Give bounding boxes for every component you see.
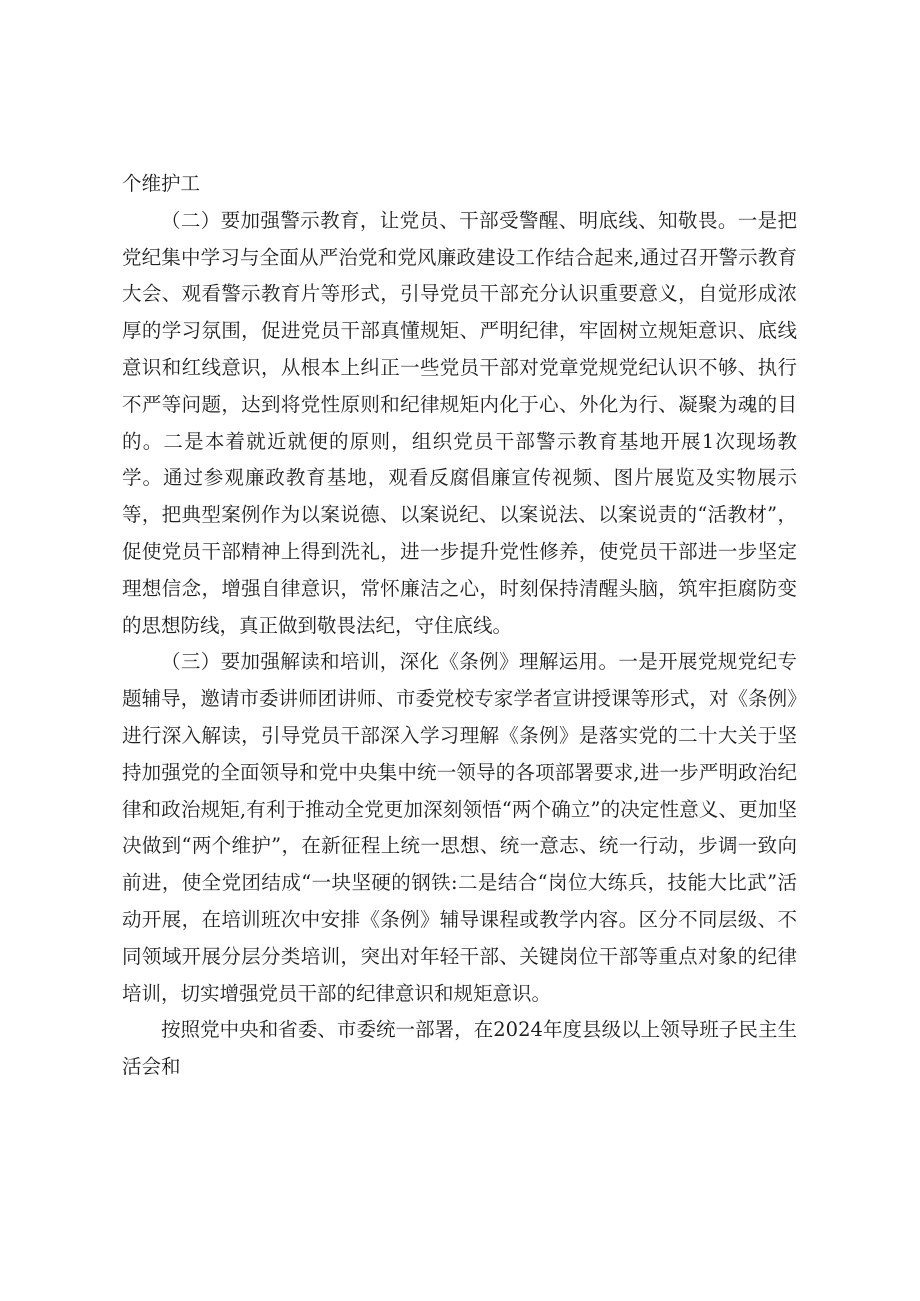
document-body xyxy=(122,166,797,1086)
paragraph-4: 按照党中央和省委、市委统一部署，在2024年度县级以上领导班子民主生活会和 xyxy=(122,1018,797,1079)
paragraph-3: （三）要加强解读和培训，深化《条例》理解运用。一是开展党规党纪专题辅导，邀请市委讲师团讲师、市委党校专家学者宣讲授课等形式，对《条例》进行深入解读，引导党员干部深入学习理解《条例》是落实党的二十大关于坚持加强党的全面领导和党中央集中统一领导的各项部署要求,进一步严明政治纪律和政治规矩,有利于推动全党更加深刻领悟“两个确立”的决定性意义、更加坚决做到“两个维护”，在新征程上统一思想、统一意志、统一行动，步调一致向前进，使全党团结成“一块坚硬的钢铁:二是结合“岗位大练兵，技能大比武”活动开展，在培训班次中安排《条例》辅导课程或教学内容。区分不同层级、不同领域开展分层分类培训，突出对年轻干部、关键岗位干部等重点对象的纪律培训，切实增强党员干部的纪律意识和规矩意识。 xyxy=(122,650,797,1005)
paragraph-2: （二）要加强警示教育，让党员、干部受警醒、明底线、知敬畏。一是把党纪集中学习与全面从严治党和党风廉政建设工作结合起来,通过召开警示教育大会、观看警示教育片等形式，引导党员干部充分认识重要意义，自觉形成浓厚的学习氛围，促进党员干部真懂规矩、严明纪律，牢固树立规矩意识、底线意识和红线意识，从根本上纠正一些党员干部对党章党规党纪认识不够、执行不严等问题，达到将党性原则和纪律规矩内化于心、外化为行、凝聚为魂的目的。二是本着就近就便的原则，组织党员干部警示教育基地开展1次现场教学。通过参观廉政教育基地，观看反腐倡廉宣传视频、图片展览及实物展示等，把典型案例作为以案说德、以案说纪、以案说法、以案说责的“活教材”，促使党员干部精神上得到洗礼，进一步提升党性修养，使党员干部进一步坚定理想信念，增强自律意识，常怀廉洁之心，时刻保持清醒头脑，筑牢拒腐防变的思想防线，真正做到敬畏法纪，守住底线。 xyxy=(122,208,797,637)
lead-line: 个维护工 xyxy=(122,172,201,195)
